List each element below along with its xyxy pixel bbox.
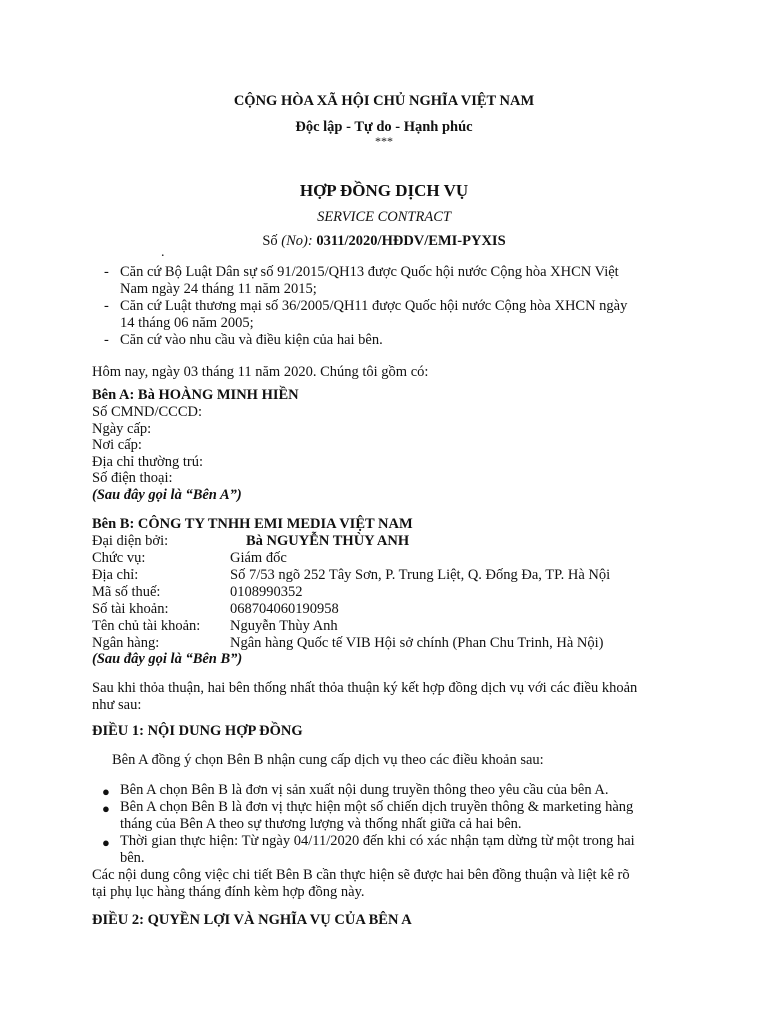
party-b-bank-value: Ngân hàng Quốc tế VIB Hội sở chính (Phan Chu Trinh, Hà Nội) bbox=[230, 635, 604, 651]
party-b-bank-label: Ngân hàng: bbox=[92, 635, 160, 651]
contract-number bbox=[0, 233, 768, 250]
party-b-holder-label: Tên chủ tài khoản: bbox=[92, 618, 201, 634]
contract-number-no: (No): bbox=[281, 233, 313, 249]
party-b-rep-value: Bà NGUYỄN THÙY ANH bbox=[246, 533, 410, 549]
basis-1-line-1: Căn cứ Bộ Luật Dân sự số 91/2015/QH13 được Quốc hội nước Cộng hòa XHCN Việt bbox=[120, 264, 619, 280]
bases-dash-3: - bbox=[104, 332, 109, 348]
article-1-bullet-3-line-2: bên. bbox=[120, 850, 145, 866]
bullet-1-glyph: ● bbox=[102, 784, 110, 799]
party-b-address-value: Số 7/53 ngõ 252 Tây Sơn, P. Trung Liệt, Q. Đống Đa, TP. Hà Nội bbox=[230, 567, 611, 583]
bullet-3-glyph: ● bbox=[102, 835, 110, 850]
basis-3: Căn cứ vào nhu cầu và điều kiện của hai bên. bbox=[120, 332, 383, 348]
country-name: CỘNG HÒA XÃ HỘI CHỦ NGHĨA VIỆT NAM bbox=[233, 93, 535, 109]
article-1-note-line-2: tại phụ lục hàng tháng đính kèm hợp đồng này. bbox=[92, 884, 365, 900]
basis-2-line-2: 14 tháng 06 năm 2005; bbox=[120, 315, 254, 331]
article-1-note-line-1: Các nội dung công việc chi tiết Bên B cần thực hiện sẽ được hai bên đồng thuận và liệt kê rõ bbox=[92, 867, 630, 883]
stray-dot: . bbox=[161, 245, 165, 260]
agreement-line-1: Sau khi thỏa thuận, hai bên thống nhất thỏa thuận ký kết hợp đồng dịch vụ với các điều khoản bbox=[92, 680, 638, 696]
party-a-issue-date: Ngày cấp: bbox=[92, 421, 152, 437]
party-b-tax-value: 0108990352 bbox=[230, 584, 303, 600]
party-b-rep-label: Đại diện bởi: bbox=[92, 533, 169, 549]
bases-dash-1: - bbox=[104, 264, 109, 280]
party-b-heading: Bên B: CÔNG TY TNHH EMI MEDIA VIỆT NAM bbox=[92, 516, 413, 532]
party-a-address: Địa chỉ thường trú: bbox=[92, 454, 203, 470]
party-b-position-label: Chức vụ: bbox=[92, 550, 146, 566]
party-b-alias: (Sau đây gọi là “Bên B”) bbox=[92, 651, 243, 667]
bases-dash-2: - bbox=[104, 298, 109, 314]
party-b-position-value: Giám đốc bbox=[230, 550, 287, 566]
agreement-line-2: như sau: bbox=[92, 697, 142, 713]
party-b-account-label: Số tài khoản: bbox=[92, 601, 169, 617]
party-b-account-value: 068704060190958 bbox=[230, 601, 339, 617]
party-b-holder-value: Nguyễn Thùy Anh bbox=[230, 618, 338, 634]
intro-line: Hôm nay, ngày 03 tháng 11 năm 2020. Chúng tôi gồm có: bbox=[92, 364, 429, 380]
bullet-2-glyph: ● bbox=[102, 801, 110, 816]
document-title: HỢP ĐỒNG DỊCH VỤ bbox=[299, 181, 469, 200]
party-a-heading: Bên A: Bà HOÀNG MINH HIỀN bbox=[92, 387, 299, 403]
header-stars: *** bbox=[375, 134, 393, 148]
article-1-bullet-1: Bên A chọn Bên B là đơn vị sản xuất nội dung truyền thông theo yêu cầu của bên A. bbox=[120, 782, 609, 798]
article-1-heading: ĐIỀU 1: NỘI DUNG HỢP ĐỒNG bbox=[92, 723, 303, 739]
contract-number-value: 0311/2020/HĐDV/EMI-PYXIS bbox=[316, 233, 506, 249]
article-1-bullet-2-line-1: Bên A chọn Bên B là đơn vị thực hiện một số chiến dịch truyền thông & marketing hàng bbox=[120, 799, 634, 815]
party-a-issue-place: Nơi cấp: bbox=[92, 437, 142, 453]
article-2-heading: ĐIỀU 2: QUYỀN LỢI VÀ NGHĨA VỤ CỦA BÊN A bbox=[92, 912, 412, 928]
article-1-intro: Bên A đồng ý chọn Bên B nhận cung cấp dịch vụ theo các điều khoản sau: bbox=[112, 752, 544, 768]
party-b-address-label: Địa chỉ: bbox=[92, 567, 139, 583]
contract-number-prefix: Số bbox=[262, 233, 278, 249]
document-title-english: SERVICE CONTRACT bbox=[317, 209, 451, 225]
party-a-phone: Số điện thoại: bbox=[92, 470, 173, 486]
article-1-bullet-2-line-2: tháng của Bên A theo sự thương lượng và thống nhất giữa cả hai bên. bbox=[120, 816, 522, 832]
party-a-id: Số CMND/CCCD: bbox=[92, 404, 202, 420]
national-motto: Độc lập - Tự do - Hạnh phúc bbox=[295, 119, 473, 135]
article-1-bullet-3-line-1: Thời gian thực hiện: Từ ngày 04/11/2020 đến khi có xác nhận tạm dừng từ một trong hai bbox=[120, 833, 635, 849]
party-b-tax-label: Mã số thuế: bbox=[92, 584, 161, 600]
basis-2-line-1: Căn cứ Luật thương mại số 36/2005/QH11 được Quốc hội nước Cộng hòa XHCN ngày bbox=[120, 298, 628, 314]
party-a-alias: (Sau đây gọi là “Bên A”) bbox=[92, 487, 242, 503]
basis-1-line-2: Nam ngày 24 tháng 11 năm 2015; bbox=[120, 281, 317, 297]
